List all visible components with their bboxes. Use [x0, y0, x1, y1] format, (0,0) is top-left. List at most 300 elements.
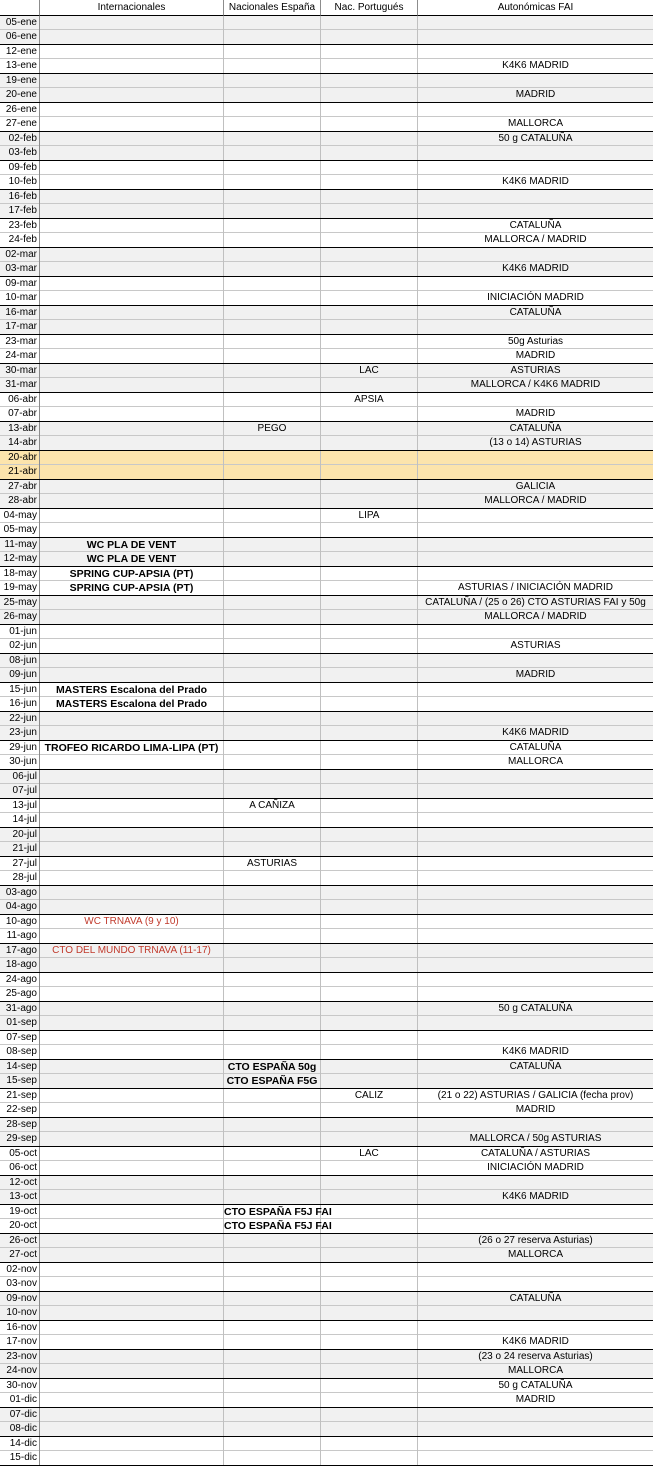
autonomicas-cell[interactable] — [418, 900, 653, 914]
nacionales-cell[interactable] — [224, 364, 321, 378]
nacionales-cell[interactable] — [224, 291, 321, 305]
portugues-cell[interactable] — [321, 741, 418, 755]
date-cell[interactable]: 29-sep — [0, 1132, 40, 1146]
autonomicas-cell[interactable]: INICIACIÓN MADRID — [487, 292, 584, 303]
nacionales-cell[interactable] — [224, 784, 321, 798]
portugues-cell[interactable] — [321, 755, 418, 769]
portugues-cell[interactable] — [321, 16, 418, 30]
internacionales-cell[interactable] — [40, 161, 224, 175]
portugues-cell[interactable] — [321, 1364, 418, 1378]
nacionales-cell[interactable] — [224, 393, 321, 407]
nacionales-cell[interactable] — [224, 190, 321, 204]
date-cell[interactable]: 20-oct — [0, 1219, 40, 1233]
date-cell[interactable]: 30-mar — [0, 364, 40, 378]
date-cell[interactable]: 05-oct — [0, 1147, 40, 1161]
internacionales-cell[interactable] — [40, 1234, 224, 1248]
autonomicas-cell[interactable] — [418, 451, 653, 465]
date-cell[interactable]: 06-ene — [0, 30, 40, 44]
date-cell[interactable]: 29-jun — [0, 741, 40, 755]
nacionales-cell[interactable]: CTO ESPAÑA 50g — [224, 1060, 321, 1074]
internacionales-cell[interactable] — [40, 1016, 224, 1030]
date-cell[interactable]: 24-feb — [0, 233, 40, 247]
nacionales-cell[interactable] — [224, 103, 321, 117]
portugues-cell[interactable] — [321, 248, 418, 262]
internacionales-cell[interactable] — [40, 871, 224, 885]
date-cell[interactable]: 23-nov — [0, 1350, 40, 1364]
internacionales-cell[interactable] — [40, 1292, 224, 1306]
portugues-cell[interactable] — [321, 277, 418, 291]
portugues-cell[interactable] — [321, 726, 418, 740]
portugues-cell[interactable] — [321, 1306, 418, 1320]
portugues-cell[interactable] — [321, 610, 418, 624]
date-cell[interactable]: 23-feb — [0, 219, 40, 233]
header-portugues[interactable]: Nac. Portugués — [321, 0, 418, 16]
portugues-cell[interactable] — [321, 784, 418, 798]
date-cell[interactable]: 02-mar — [0, 248, 40, 262]
nacionales-cell[interactable] — [224, 219, 321, 233]
date-cell[interactable]: 14-jul — [0, 813, 40, 827]
date-cell[interactable]: 22-jun — [0, 712, 40, 726]
nacionales-cell[interactable] — [224, 117, 321, 131]
date-cell[interactable]: 16-nov — [0, 1321, 40, 1335]
date-cell[interactable]: 23-mar — [0, 335, 40, 349]
portugues-cell[interactable] — [321, 1350, 418, 1364]
nacionales-cell[interactable] — [224, 1379, 321, 1393]
portugues-cell[interactable] — [321, 958, 418, 972]
autonomicas-cell[interactable] — [418, 393, 653, 407]
nacionales-cell[interactable] — [224, 929, 321, 943]
internacionales-cell[interactable] — [40, 146, 224, 160]
internacionales-cell[interactable] — [40, 654, 224, 668]
date-cell[interactable]: 31-mar — [0, 378, 40, 392]
portugues-cell[interactable] — [321, 1379, 418, 1393]
date-cell[interactable]: 13-oct — [0, 1190, 40, 1204]
date-cell[interactable]: 13-abr — [0, 422, 40, 436]
autonomicas-cell[interactable] — [418, 45, 653, 59]
autonomicas-cell[interactable] — [418, 625, 653, 639]
portugues-cell[interactable] — [321, 45, 418, 59]
internacionales-cell[interactable] — [40, 1190, 224, 1204]
nacionales-cell[interactable] — [224, 958, 321, 972]
autonomicas-cell[interactable] — [418, 683, 653, 697]
date-cell[interactable]: 08-dic — [0, 1422, 40, 1436]
internacionales-cell[interactable] — [40, 784, 224, 798]
nacionales-cell[interactable] — [224, 465, 321, 479]
autonomicas-cell[interactable] — [418, 1118, 653, 1132]
portugues-cell[interactable] — [321, 1103, 418, 1117]
internacionales-cell[interactable] — [40, 1161, 224, 1175]
nacionales-cell[interactable] — [224, 277, 321, 291]
autonomicas-cell[interactable]: K4K6 MADRID — [502, 176, 569, 187]
date-cell[interactable]: 04-ago — [0, 900, 40, 914]
autonomicas-cell[interactable] — [418, 886, 653, 900]
date-cell[interactable]: 17-ago — [0, 944, 40, 958]
portugues-cell[interactable] — [321, 1002, 418, 1016]
nacionales-cell[interactable] — [224, 1248, 321, 1262]
date-cell[interactable]: 01-sep — [0, 1016, 40, 1030]
nacionales-cell[interactable] — [224, 1147, 321, 1161]
autonomicas-cell[interactable]: MALLORCA / MADRID — [484, 234, 587, 245]
date-cell[interactable]: 17-nov — [0, 1335, 40, 1349]
autonomicas-cell[interactable] — [418, 1451, 653, 1465]
autonomicas-cell[interactable] — [418, 1176, 653, 1190]
date-cell[interactable]: 17-feb — [0, 204, 40, 218]
nacionales-cell[interactable] — [224, 915, 321, 929]
nacionales-cell[interactable] — [224, 886, 321, 900]
portugues-cell[interactable] — [321, 146, 418, 160]
date-cell[interactable]: 05-ene — [0, 16, 40, 30]
portugues-cell[interactable] — [321, 929, 418, 943]
nacionales-cell[interactable]: CTO ESPAÑA F5J FAI — [224, 1206, 332, 1218]
internacionales-cell[interactable] — [40, 16, 224, 30]
date-cell[interactable]: 22-sep — [0, 1103, 40, 1117]
nacionales-cell[interactable] — [224, 1031, 321, 1045]
internacionales-cell[interactable] — [40, 233, 224, 247]
date-cell[interactable]: 19-oct — [0, 1205, 40, 1219]
portugues-cell[interactable] — [321, 973, 418, 987]
portugues-cell[interactable] — [321, 639, 418, 653]
portugues-cell[interactable] — [321, 1031, 418, 1045]
date-cell[interactable]: 30-nov — [0, 1379, 40, 1393]
autonomicas-cell[interactable]: CATALUÑA / ASTURIAS — [480, 1148, 591, 1159]
internacionales-cell[interactable] — [40, 509, 224, 523]
portugues-cell[interactable] — [321, 523, 418, 537]
autonomicas-cell[interactable]: MADRID — [515, 669, 556, 680]
nacionales-cell[interactable] — [224, 494, 321, 508]
nacionales-cell[interactable] — [224, 973, 321, 987]
portugues-cell[interactable] — [321, 132, 418, 146]
date-cell[interactable]: 03-ago — [0, 886, 40, 900]
autonomicas-cell[interactable] — [418, 277, 653, 291]
autonomicas-cell[interactable]: CATALUÑA — [509, 307, 562, 318]
internacionales-cell[interactable] — [40, 1002, 224, 1016]
nacionales-cell[interactable] — [224, 30, 321, 44]
autonomicas-cell[interactable] — [418, 523, 653, 537]
date-cell[interactable]: 08-sep — [0, 1045, 40, 1059]
nacionales-cell[interactable]: A CAÑIZA — [224, 799, 321, 813]
nacionales-cell[interactable] — [224, 509, 321, 523]
nacionales-cell[interactable] — [224, 233, 321, 247]
date-cell[interactable]: 06-abr — [0, 393, 40, 407]
autonomicas-cell[interactable]: (13 o 14) ASTURIAS — [489, 437, 582, 448]
nacionales-cell[interactable] — [224, 1002, 321, 1016]
nacionales-cell[interactable] — [224, 625, 321, 639]
nacionales-cell[interactable] — [224, 639, 321, 653]
autonomicas-cell[interactable]: MALLORCA / MADRID — [484, 611, 587, 622]
date-cell[interactable]: 15-jun — [0, 683, 40, 697]
internacionales-cell[interactable] — [40, 306, 224, 320]
autonomicas-cell[interactable] — [418, 465, 653, 479]
autonomicas-cell[interactable]: MADRID — [515, 89, 556, 100]
portugues-cell[interactable] — [321, 422, 418, 436]
nacionales-cell[interactable] — [224, 59, 321, 73]
internacionales-cell[interactable] — [40, 1335, 224, 1349]
portugues-cell[interactable] — [321, 494, 418, 508]
autonomicas-cell[interactable]: INICIACIÓN MADRID — [487, 1162, 584, 1173]
internacionales-cell[interactable]: CTO DEL MUNDO TRNAVA (11-17) — [40, 944, 224, 958]
header-nacionales[interactable]: Nacionales España — [224, 0, 321, 16]
portugues-cell[interactable] — [321, 813, 418, 827]
date-cell[interactable]: 27-jul — [0, 857, 40, 871]
portugues-cell[interactable]: APSIA — [321, 393, 418, 407]
internacionales-cell[interactable] — [40, 1103, 224, 1117]
autonomicas-cell[interactable]: CATALUÑA — [509, 423, 562, 434]
autonomicas-cell[interactable]: ASTURIAS — [510, 640, 561, 651]
autonomicas-cell[interactable]: K4K6 MADRID — [502, 1336, 569, 1347]
nacionales-cell[interactable] — [224, 132, 321, 146]
internacionales-cell[interactable] — [40, 1263, 224, 1277]
internacionales-cell[interactable] — [40, 813, 224, 827]
autonomicas-cell[interactable] — [418, 857, 653, 871]
date-cell[interactable]: 24-ago — [0, 973, 40, 987]
internacionales-cell[interactable] — [40, 1437, 224, 1451]
autonomicas-cell[interactable]: MADRID — [515, 1104, 556, 1115]
date-cell[interactable]: 12-ene — [0, 45, 40, 59]
portugues-cell[interactable] — [321, 219, 418, 233]
autonomicas-cell[interactable]: MADRID — [515, 408, 556, 419]
date-cell[interactable]: 23-jun — [0, 726, 40, 740]
autonomicas-cell[interactable] — [418, 1016, 653, 1030]
nacionales-cell[interactable] — [224, 262, 321, 276]
portugues-cell[interactable] — [321, 233, 418, 247]
internacionales-cell[interactable] — [40, 1422, 224, 1436]
internacionales-cell[interactable] — [40, 929, 224, 943]
internacionales-cell[interactable] — [40, 958, 224, 972]
nacionales-cell[interactable] — [224, 567, 321, 581]
autonomicas-cell[interactable] — [418, 30, 653, 44]
portugues-cell[interactable] — [321, 1393, 418, 1407]
autonomicas-cell[interactable]: MALLORCA / 50g ASTURIAS — [469, 1133, 602, 1144]
internacionales-cell[interactable] — [40, 770, 224, 784]
nacionales-cell[interactable] — [224, 1016, 321, 1030]
nacionales-cell[interactable] — [224, 306, 321, 320]
internacionales-cell[interactable] — [40, 523, 224, 537]
date-cell[interactable]: 14-dic — [0, 1437, 40, 1451]
internacionales-cell[interactable] — [40, 248, 224, 262]
nacionales-cell[interactable] — [224, 480, 321, 494]
autonomicas-cell[interactable]: (23 o 24 reserva Asturias) — [478, 1351, 593, 1362]
internacionales-cell[interactable] — [40, 262, 224, 276]
internacionales-cell[interactable] — [40, 610, 224, 624]
autonomicas-cell[interactable] — [418, 828, 653, 842]
date-cell[interactable]: 24-mar — [0, 349, 40, 363]
date-cell[interactable]: 15-sep — [0, 1074, 40, 1088]
nacionales-cell[interactable] — [224, 1422, 321, 1436]
portugues-cell[interactable] — [321, 625, 418, 639]
autonomicas-cell[interactable] — [418, 1263, 653, 1277]
portugues-cell[interactable] — [321, 915, 418, 929]
autonomicas-cell[interactable]: K4K6 MADRID — [502, 60, 569, 71]
autonomicas-cell[interactable] — [418, 146, 653, 160]
portugues-cell[interactable] — [321, 349, 418, 363]
internacionales-cell[interactable] — [40, 625, 224, 639]
autonomicas-cell[interactable]: 50 g CATALUÑA — [498, 1003, 573, 1014]
date-cell[interactable]: 20-ene — [0, 88, 40, 102]
portugues-cell[interactable] — [321, 1016, 418, 1030]
internacionales-cell[interactable] — [40, 103, 224, 117]
nacionales-cell[interactable] — [224, 451, 321, 465]
autonomicas-cell[interactable] — [418, 552, 653, 566]
autonomicas-cell[interactable]: K4K6 MADRID — [502, 263, 569, 274]
autonomicas-cell[interactable] — [418, 204, 653, 218]
date-cell[interactable]: 07-jul — [0, 784, 40, 798]
portugues-cell[interactable] — [321, 1277, 418, 1291]
internacionales-cell[interactable] — [40, 1321, 224, 1335]
nacionales-cell[interactable] — [224, 1263, 321, 1277]
internacionales-cell[interactable] — [40, 393, 224, 407]
date-cell[interactable]: 18-may — [0, 567, 40, 581]
internacionales-cell[interactable] — [40, 668, 224, 682]
autonomicas-cell[interactable] — [418, 74, 653, 88]
autonomicas-cell[interactable] — [418, 973, 653, 987]
date-cell[interactable]: 03-mar — [0, 262, 40, 276]
nacionales-cell[interactable] — [224, 1277, 321, 1291]
nacionales-cell[interactable] — [224, 74, 321, 88]
nacionales-cell[interactable] — [224, 697, 321, 711]
nacionales-cell[interactable] — [224, 1103, 321, 1117]
nacionales-cell[interactable] — [224, 1451, 321, 1465]
nacionales-cell[interactable] — [224, 770, 321, 784]
autonomicas-cell[interactable] — [418, 103, 653, 117]
autonomicas-cell[interactable] — [418, 813, 653, 827]
nacionales-cell[interactable] — [224, 320, 321, 334]
portugues-cell[interactable] — [321, 1321, 418, 1335]
nacionales-cell[interactable] — [224, 204, 321, 218]
internacionales-cell[interactable] — [40, 364, 224, 378]
internacionales-cell[interactable] — [40, 1118, 224, 1132]
portugues-cell[interactable] — [321, 1263, 418, 1277]
date-cell[interactable]: 07-dic — [0, 1408, 40, 1422]
internacionales-cell[interactable] — [40, 190, 224, 204]
date-cell[interactable]: 09-mar — [0, 277, 40, 291]
autonomicas-cell[interactable]: 50 g CATALUÑA — [498, 1380, 573, 1391]
internacionales-cell[interactable] — [40, 1089, 224, 1103]
date-cell[interactable]: 28-sep — [0, 1118, 40, 1132]
nacionales-cell[interactable] — [224, 1190, 321, 1204]
portugues-cell[interactable] — [321, 828, 418, 842]
date-cell[interactable]: 09-feb — [0, 161, 40, 175]
internacionales-cell[interactable] — [40, 407, 224, 421]
nacionales-cell[interactable] — [224, 1306, 321, 1320]
internacionales-cell[interactable] — [40, 1364, 224, 1378]
nacionales-cell[interactable] — [224, 871, 321, 885]
nacionales-cell[interactable]: CTO ESPAÑA F5J FAI — [224, 1220, 332, 1232]
portugues-cell[interactable]: LIPA — [321, 509, 418, 523]
portugues-cell[interactable] — [321, 1132, 418, 1146]
internacionales-cell[interactable] — [40, 1277, 224, 1291]
portugues-cell[interactable] — [321, 262, 418, 276]
portugues-cell[interactable] — [321, 886, 418, 900]
nacionales-cell[interactable] — [224, 349, 321, 363]
internacionales-cell[interactable] — [40, 59, 224, 73]
autonomicas-cell[interactable]: K4K6 MADRID — [502, 1191, 569, 1202]
autonomicas-cell[interactable] — [418, 929, 653, 943]
internacionales-cell[interactable] — [40, 349, 224, 363]
autonomicas-cell[interactable] — [418, 915, 653, 929]
nacionales-cell[interactable] — [224, 523, 321, 537]
date-cell[interactable]: 21-jul — [0, 842, 40, 856]
date-cell[interactable]: 28-abr — [0, 494, 40, 508]
nacionales-cell[interactable] — [224, 407, 321, 421]
date-cell[interactable]: 10-mar — [0, 291, 40, 305]
date-cell[interactable]: 25-ago — [0, 987, 40, 1001]
internacionales-cell[interactable] — [40, 1379, 224, 1393]
portugues-cell[interactable] — [321, 1451, 418, 1465]
internacionales-cell[interactable] — [40, 378, 224, 392]
autonomicas-cell[interactable]: GALICIA — [515, 481, 556, 492]
portugues-cell[interactable] — [321, 407, 418, 421]
date-cell[interactable]: 16-feb — [0, 190, 40, 204]
portugues-cell[interactable] — [321, 175, 418, 189]
internacionales-cell[interactable] — [40, 117, 224, 131]
portugues-cell[interactable] — [321, 1205, 418, 1219]
autonomicas-cell[interactable] — [418, 871, 653, 885]
nacionales-cell[interactable] — [224, 581, 321, 595]
autonomicas-cell[interactable]: MADRID — [515, 350, 556, 361]
internacionales-cell[interactable] — [40, 132, 224, 146]
autonomicas-cell[interactable]: CATALUÑA / (25 o 26) CTO ASTURIAS FAI y 50g — [425, 597, 646, 608]
nacionales-cell[interactable] — [224, 1045, 321, 1059]
date-cell[interactable]: 09-jun — [0, 668, 40, 682]
portugues-cell[interactable]: LAC — [321, 1147, 418, 1161]
internacionales-cell[interactable] — [40, 842, 224, 856]
date-cell[interactable]: 19-ene — [0, 74, 40, 88]
nacionales-cell[interactable] — [224, 741, 321, 755]
autonomicas-cell[interactable]: CATALUÑA — [509, 1293, 562, 1304]
date-cell[interactable]: 09-nov — [0, 1292, 40, 1306]
date-cell[interactable]: 26-ene — [0, 103, 40, 117]
portugues-cell[interactable] — [321, 378, 418, 392]
date-cell[interactable]: 27-oct — [0, 1248, 40, 1262]
internacionales-cell[interactable] — [40, 1074, 224, 1088]
nacionales-cell[interactable] — [224, 1292, 321, 1306]
nacionales-cell[interactable] — [224, 1408, 321, 1422]
portugues-cell[interactable] — [321, 581, 418, 595]
internacionales-cell[interactable] — [40, 1393, 224, 1407]
autonomicas-cell[interactable] — [418, 842, 653, 856]
portugues-cell[interactable] — [321, 59, 418, 73]
autonomicas-cell[interactable] — [418, 1306, 653, 1320]
nacionales-cell[interactable] — [224, 755, 321, 769]
autonomicas-cell[interactable]: MALLORCA / MADRID — [484, 495, 587, 506]
nacionales-cell[interactable] — [224, 436, 321, 450]
date-cell[interactable]: 02-nov — [0, 1263, 40, 1277]
internacionales-cell[interactable] — [40, 886, 224, 900]
internacionales-cell[interactable] — [40, 1132, 224, 1146]
nacionales-cell[interactable] — [224, 1393, 321, 1407]
autonomicas-cell[interactable]: 50 g CATALUÑA — [498, 133, 573, 144]
portugues-cell[interactable]: CALIZ — [321, 1089, 418, 1103]
portugues-cell[interactable] — [321, 683, 418, 697]
nacionales-cell[interactable] — [224, 1118, 321, 1132]
nacionales-cell[interactable] — [224, 842, 321, 856]
autonomicas-cell[interactable] — [418, 697, 653, 711]
internacionales-cell[interactable] — [40, 1408, 224, 1422]
date-cell[interactable]: 24-nov — [0, 1364, 40, 1378]
internacionales-cell[interactable] — [40, 1031, 224, 1045]
internacionales-cell[interactable] — [40, 639, 224, 653]
autonomicas-cell[interactable]: ASTURIAS — [510, 365, 561, 376]
portugues-cell[interactable] — [321, 697, 418, 711]
portugues-cell[interactable] — [321, 596, 418, 610]
portugues-cell[interactable] — [321, 335, 418, 349]
portugues-cell[interactable] — [321, 204, 418, 218]
portugues-cell[interactable] — [321, 30, 418, 44]
nacionales-cell[interactable] — [224, 900, 321, 914]
nacionales-cell[interactable] — [224, 1176, 321, 1190]
autonomicas-cell[interactable]: (21 o 22) ASTURIAS / GALICIA (fecha prov) — [437, 1090, 634, 1101]
internacionales-cell[interactable] — [40, 1045, 224, 1059]
